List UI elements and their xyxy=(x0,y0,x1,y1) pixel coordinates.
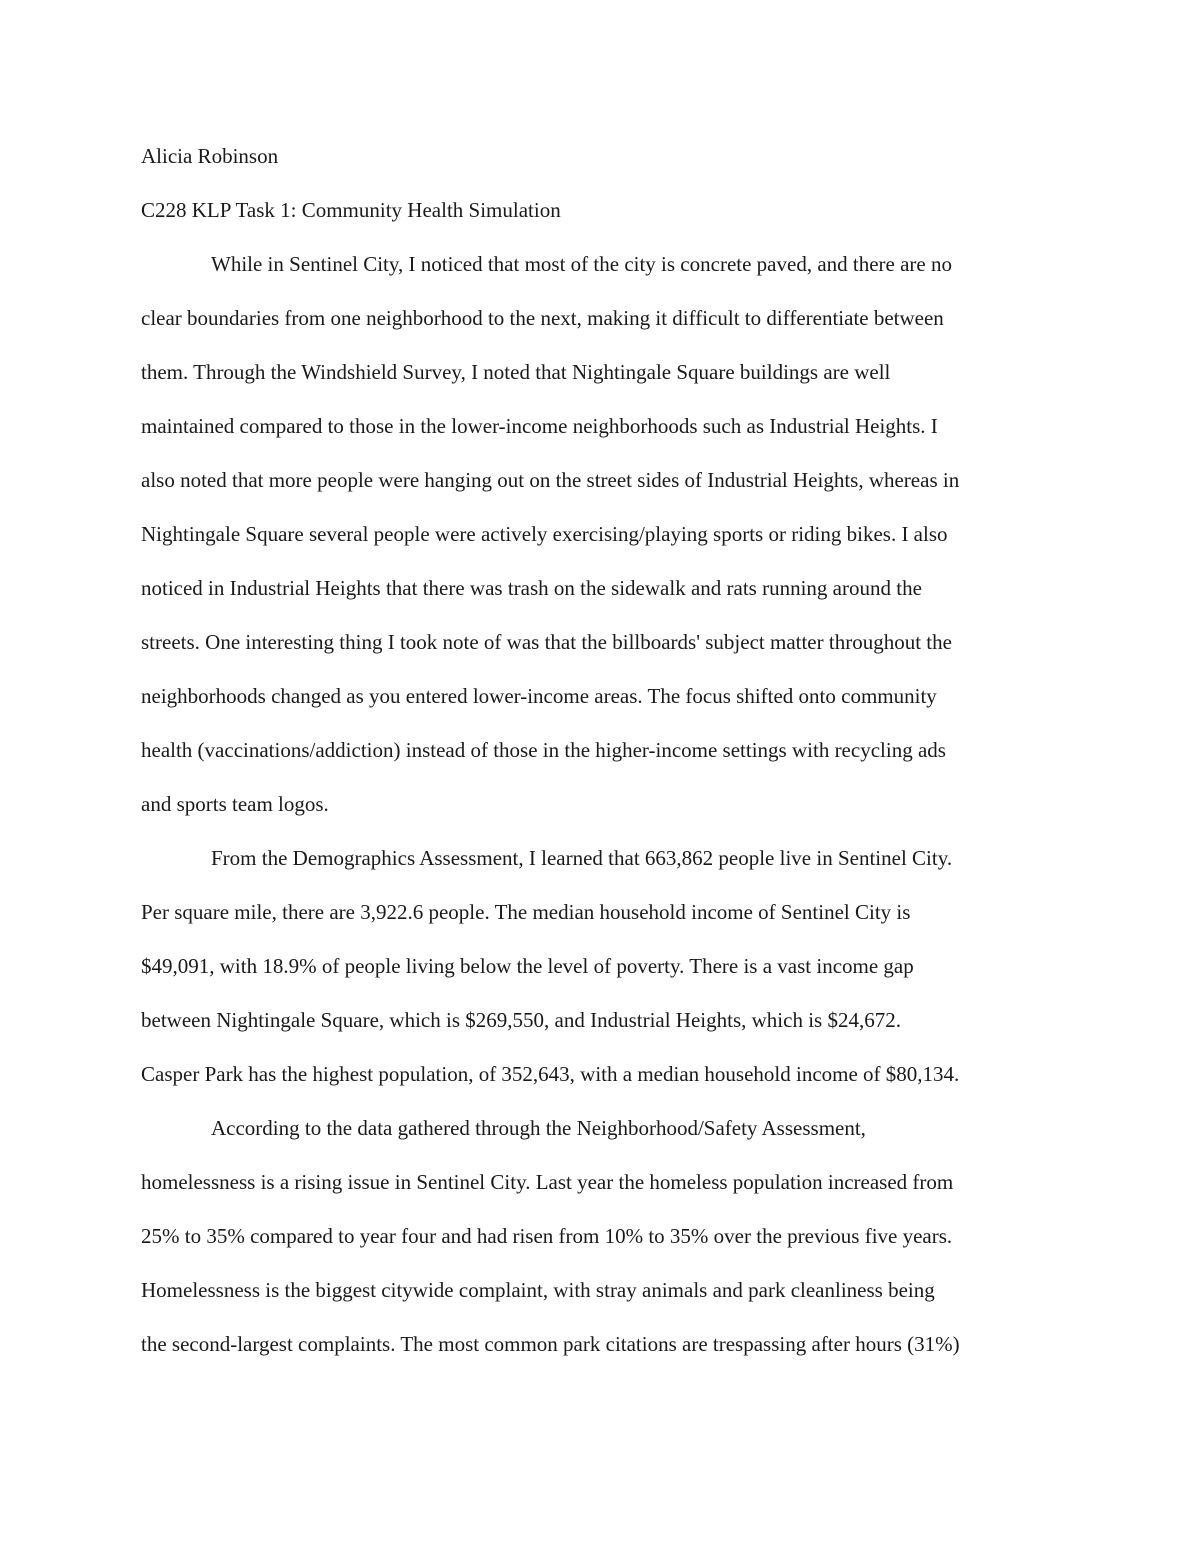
document-title: C228 KLP Task 1: Community Health Simulation xyxy=(141,198,561,222)
paragraph-line: and sports team logos. xyxy=(141,792,329,816)
paragraph-line: streets. One interesting thing I took note of was that the billboards' subject matter throughout the xyxy=(141,630,952,654)
paragraph-line: also noted that more people were hanging out on the street sides of Industrial Heights, whereas in xyxy=(141,468,960,492)
paragraph-line: Nightingale Square several people were actively exercising/playing sports or riding bikes. I also xyxy=(141,522,948,546)
paragraph-line: Per square mile, there are 3,922.6 people. The median household income of Sentinel City is xyxy=(141,900,911,924)
paragraph-line: According to the data gathered through the Neighborhood/Safety Assessment, xyxy=(211,1116,866,1140)
paragraph-line: the second-largest complaints. The most common park citations are trespassing after hours (31%) xyxy=(141,1332,960,1356)
paragraph-line: them. Through the Windshield Survey, I noted that Nightingale Square buildings are well xyxy=(141,360,891,384)
author-name: Alicia Robinson xyxy=(141,144,279,168)
paragraph-line: neighborhoods changed as you entered lower-income areas. The focus shifted onto community xyxy=(141,684,937,708)
paragraph-line: health (vaccinations/addiction) instead of those in the higher-income settings with recycling ads xyxy=(141,738,946,762)
paragraph-line: From the Demographics Assessment, I learned that 663,862 people live in Sentinel City. xyxy=(211,846,953,870)
paragraph-line: maintained compared to those in the lower-income neighborhoods such as Industrial Heights. I xyxy=(141,414,938,438)
paragraph-line: 25% to 35% compared to year four and had risen from 10% to 35% over the previous five years. xyxy=(141,1224,953,1248)
paragraph-line: Casper Park has the highest population, of 352,643, with a median household income of $80,134. xyxy=(141,1062,960,1086)
paragraph-line: noticed in Industrial Heights that there was trash on the sidewalk and rats running around the xyxy=(141,576,922,600)
paragraph-line: Homelessness is the biggest citywide complaint, with stray animals and park cleanliness being xyxy=(141,1278,935,1302)
paragraph-line: $49,091, with 18.9% of people living below the level of poverty. There is a vast income gap xyxy=(141,954,914,978)
paragraph-line: homelessness is a rising issue in Sentinel City. Last year the homeless population increased from xyxy=(141,1170,954,1194)
paragraph-line: between Nightingale Square, which is $269,550, and Industrial Heights, which is $24,672. xyxy=(141,1008,901,1032)
paragraph-line: clear boundaries from one neighborhood to the next, making it difficult to differentiate between xyxy=(141,306,944,330)
paragraph-line: While in Sentinel City, I noticed that most of the city is concrete paved, and there are no xyxy=(211,252,952,276)
